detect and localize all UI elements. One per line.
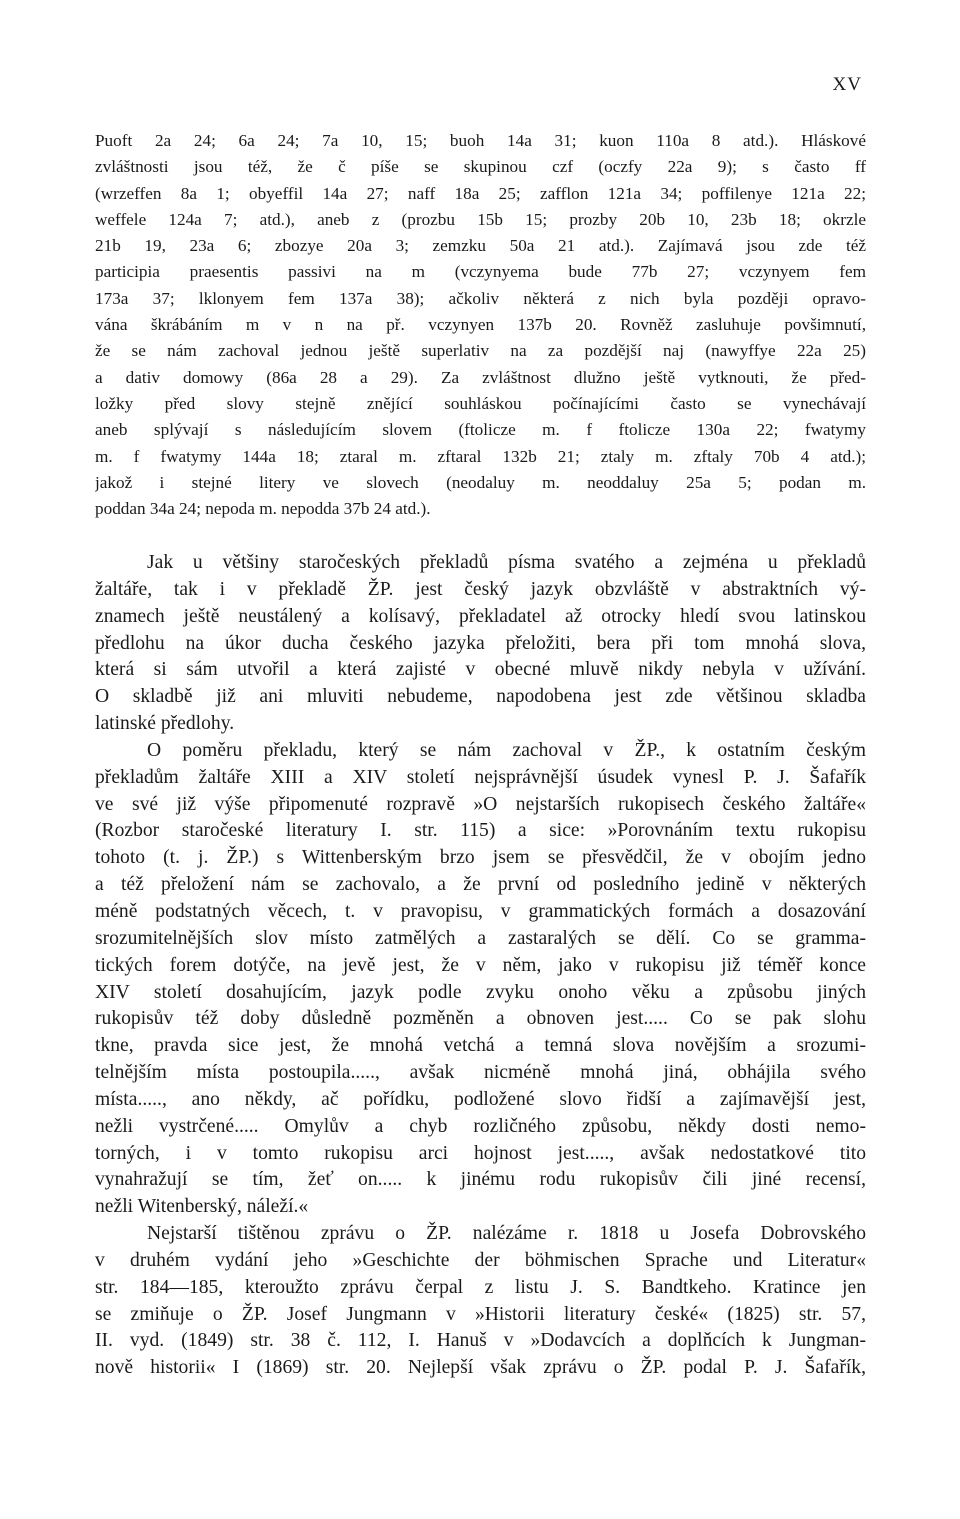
paragraph-first-line: O poměru překladu, který se nám zachoval v ŽP., k ostatním českým — [147, 739, 866, 761]
text-line: vána škrábáním m v n na př. vczynyen 137b 20. Rovněž zasluhuje povšimnutí, — [95, 315, 866, 335]
text-line: participia praesentis passivi na m (vczynyema bude 77b 27; vczynyem fem — [95, 262, 866, 282]
text-line: nežli Witenberský, náleží.« — [95, 1196, 309, 1218]
text-line: se zmiňuje o ŽP. Josef Jungmann v »Historii literatury české« (1825) str. 57, — [95, 1303, 866, 1325]
text-line: nežli vystrčené..... Omylův a chyb rozličného způsobu, někdy dosti nemo- — [95, 1115, 866, 1137]
text-line: která si sám utvořil a která zajisté v obecné mluvě nikdy nebyla v užívání. — [95, 659, 866, 681]
text-line: překladům žaltáře XIII a XIV století nejsprávnější úsudek vynesl P. J. Šafařík — [95, 766, 866, 788]
text-line: 21b 19, 23a 6; zbozye 20a 3; zemzku 50a 21 atd.). Zajímavá jsou zde též — [95, 236, 866, 256]
text-line: zvláštnosti jsou též, že č píše se skupinou czf (oczfy 22a 9); s často ff — [95, 157, 866, 177]
text-line: vynahražují se tím, žeť on..... k jinému rodu rukopisův čili jiné recensí, — [95, 1169, 866, 1191]
text-line: a též přeložení nám se zachovalo, a že první od posledního jedině v některých — [95, 874, 866, 896]
text-block-small — [95, 128, 866, 522]
text-line: rukopisův též doby důsledně pozměněn a obnoven jest..... Co se pak slohu — [95, 1008, 866, 1030]
paragraph-first-line: Jak u většiny staročeských překladů písma svatého a zejména u překladů — [147, 552, 866, 573]
text-line: nově historii« I (1869) str. 20. Nejlepší však zprávu o ŽP. podal P. J. Šafařík, — [95, 1357, 866, 1379]
text-line: poddan 34a 24; nepoda m. nepodda 37b 24 atd.). — [95, 499, 431, 519]
text-line: str. 184—185, kteroužto zprávu čerpal z listu J. S. Bandtkeho. Kratince jen — [95, 1276, 866, 1298]
text-line: tkne, pravda sice jest, že mnohá vetchá a temná slova novějším a srozumi- — [95, 1035, 866, 1057]
text-line: v druhém vydání jeho »Geschichte der böhmischen Sprache und Literatur« — [95, 1249, 866, 1271]
text-line: tických forem dotýče, na jevě jest, že v něm, jako v rukopisu již téměř konce — [95, 954, 866, 976]
text-line: m. f fwatymy 144a 18; ztaral m. zftaral 132b 21; ztaly m. zftaly 70b 4 atd.); — [95, 446, 866, 466]
text-line: (wrzeffen 8a 1; obyeffil 14a 27; naff 18a 25; zafflon 121a 34; poffilenye 121a 22; — [95, 183, 866, 203]
text-line: 173a 37; lklonyem fem 137a 38); ačkoliv některá z nich byla později opravo- — [95, 288, 866, 308]
text-line: II. vyd. (1849) str. 38 č. 112, I. Hanuš v »Dodavcích a doplňcích k Jungman- — [95, 1330, 866, 1352]
text-line: žaltáře, tak i v překladě ŽP. jest český jazyk obzvláště v abstraktních vý- — [95, 578, 866, 600]
text-line: Puoft 2a 24; 6a 24; 7a 10, 15; buoh 14a 31; kuon 110a 8 atd.). Hláskové — [95, 131, 866, 150]
text-line: a dativ domowy (86a 28 a 29). Za zvláštnost dlužno ještě vytknouti, že před- — [95, 367, 866, 387]
text-line: weffele 124a 7; atd.), aneb z (prozbu 15b 15; prozby 20b 10, 23b 18; okrzle — [95, 209, 866, 229]
text-line: jakož i stejné litery ve slovech (neodaluy m. neoddaluy 25a 5; podan m. — [95, 472, 866, 492]
text-line: latinské předlohy. — [95, 713, 235, 735]
text-line: (Rozbor staročeské literatury I. str. 115) a sice: »Porovnáním textu rukopisu — [95, 820, 866, 842]
text-line: místa....., ano někdy, ač pořídku, podložené slovo řidší a zajímavější jest, — [95, 1088, 866, 1110]
text-line: méně podstatných věcech, t. v pravopisu, v grammatických formách a dosazování — [95, 900, 866, 922]
text-line: ve své již výše připomenuté rozpravě »O nejstarších rukopisech českého žaltáře« — [95, 793, 866, 815]
text-line: torných, i v tomto rukopisu arci hojnost jest....., avšak nedostatkové tito — [95, 1142, 866, 1164]
page-number: XV — [832, 74, 862, 95]
text-line: XIV století dosahujícím, jazyk podle zvyku onoho věku a způsobu jiných — [95, 981, 866, 1003]
text-line: znamech ještě neustálený a kolísavý, překladatel až otrocky hledí svou latinskou — [95, 605, 866, 627]
text-line: telnějším místa postoupila....., avšak nicméně mnohá jiná, obhájila svého — [95, 1062, 866, 1084]
text-line: předlohu na úkor ducha českého jazyka přeložiti, bera při tom mnohá slova, — [95, 632, 866, 654]
text-line: srozumitelnějších slov místo zatmělých a zastaralých se dělí. Co se gramma- — [95, 927, 866, 949]
text-line: že se nám zachoval jednou ještě superlativ na za pozdější naj (nawyffye 22a 25) — [95, 341, 866, 361]
paragraph-first-line: Nejstarší tištěnou zprávu o ŽP. nalézáme r. 1818 u Josefa Dobrovského — [147, 1223, 866, 1245]
text-line: aneb splývají s následujícím slovem (ftolicze m. f ftolicze 130a 22; fwatymy — [95, 420, 866, 440]
text-line: O skladbě již ani mluviti nebudeme, napodobena jest zde většinou skladba — [95, 686, 866, 708]
text-block-large — [95, 550, 866, 1382]
text-line: tohoto (t. j. ŽP.) s Wittenberským brzo jsem se přesvědčil, že v obojím jedno — [95, 847, 866, 869]
text-line: ložky před slovy stejně znějící souhláskou počínajícími často se vynechávají — [95, 393, 866, 413]
